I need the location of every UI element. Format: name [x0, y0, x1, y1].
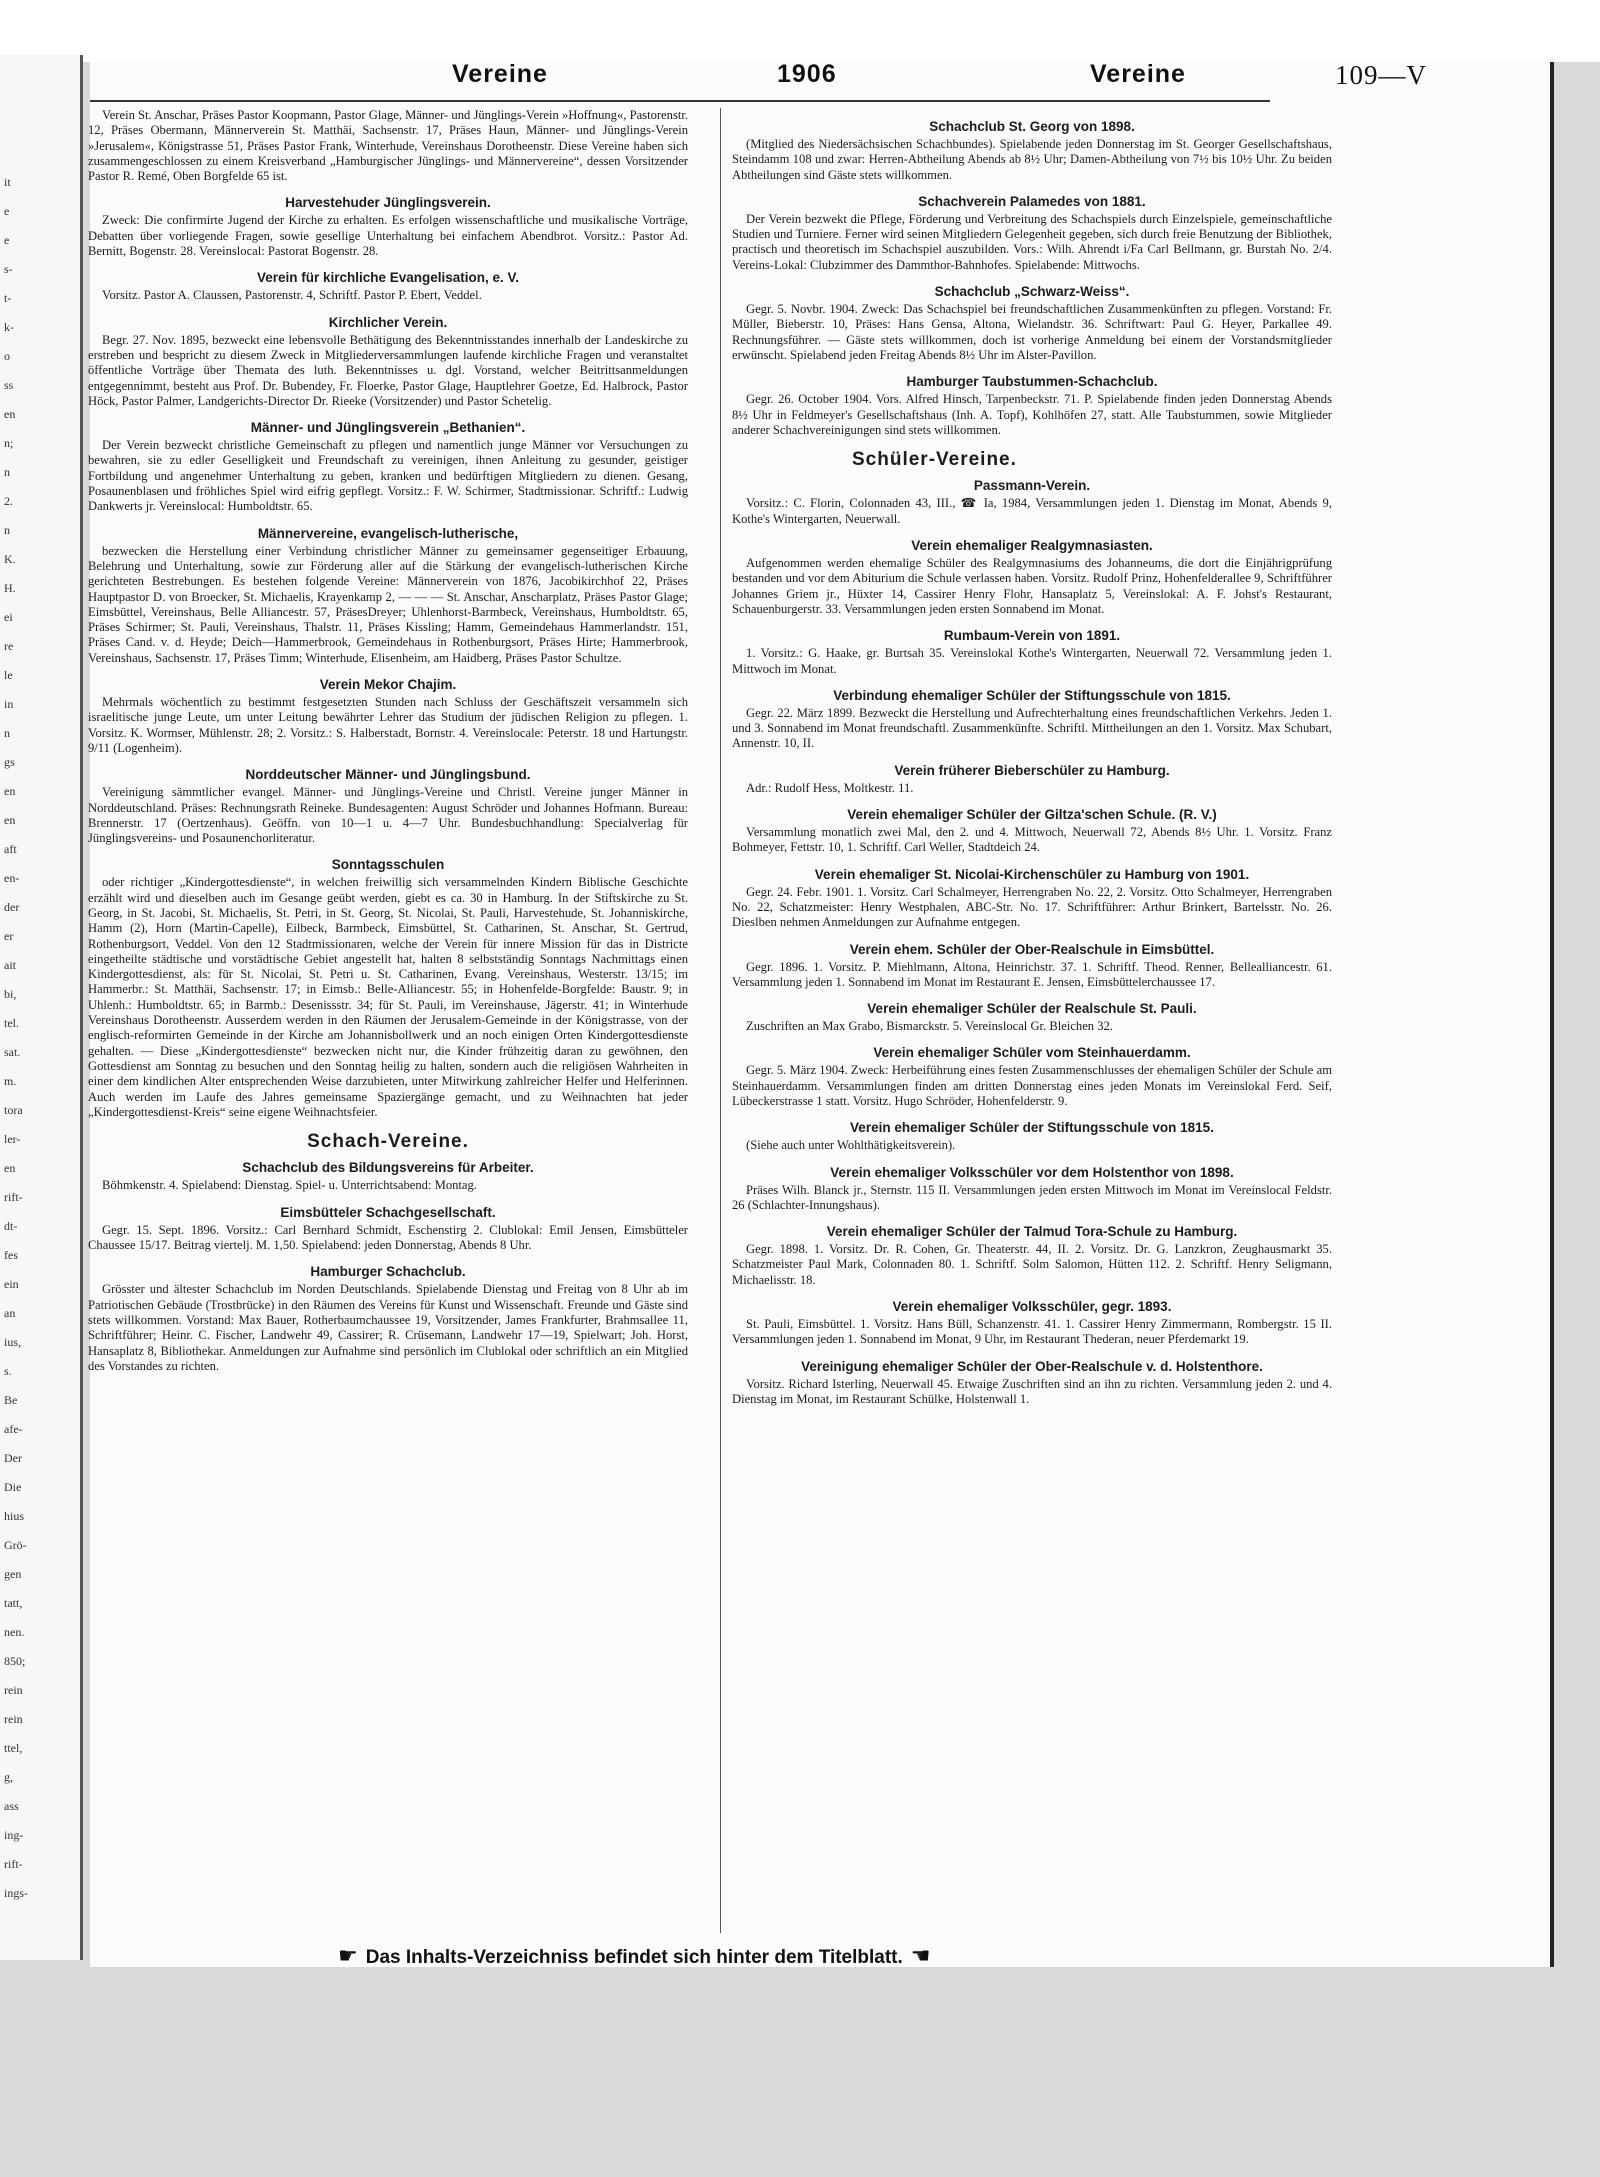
entry-text: Zweck: Die confirmirte Jugend der Kirche zu erhalten. Es erfolgen wissenschaftliche und musikalische Vorträge, Debatten über vorliegende Fragen, sowie gesellige Unterhaltung bei einfachem Abendbrot. Vorsitz.: Pastor Ad. Bernitt, Bogenstr. 28. Vereinslocal: Pastorat Bogenstr. 28. [88, 213, 688, 259]
entry-text: Vereinigung sämmtlicher evangel. Männer- und Jünglings-Vereine und Christl. Vereine junger Männer in Norddeutschland. Präses: Rechnungsrath Reineke. Bundesagenten: August Schröder und Johannes Hofmann. Bureau: Brennerstr. 17 (Oertzenhaus). Geöffn. von 10—1 u. 4—7 Uhr. Bundesbuchhandlung: Specialverlag für Jünglingsvereins- und Posaunenchorliteratur. [88, 785, 688, 846]
scan-top-margin [0, 0, 1600, 62]
entry-heading: Schachclub St. Georg von 1898. [929, 119, 1135, 134]
entry-text: Zuschriften an Max Grabo, Bismarckstr. 5. Vereinslocal Gr. Bleichen 32. [746, 1019, 1113, 1034]
entry-block [732, 1298, 1332, 1348]
entry-text: Gegr. 5. Novbr. 1904. Zweck: Das Schachspiel bei freundschaftlichen Zusammenkünften zu pflegen. Vorstand: Fr. Müller, Bieberstr. 10, Präses: Hans Gensa, Altona, Wielandstr. 36. Schriftwart: Paul G. Heyer, Parkallee 49. Rechnungsführer. — Gäste stets willkommen, doch ist vorherige Anmeldung bei einem der Vorstandsmitglieder erwünscht. Spielabend jeden Freitag Abends 8½ Uhr im Alster-Pavillon. [732, 302, 1332, 362]
entry-heading: Männer- und Jünglingsverein „Bethanien“. [250, 420, 526, 436]
page-number: 109—V [1335, 60, 1427, 90]
margin-fragment: tora [4, 1103, 23, 1117]
entry-heading: Männervereine, evangelisch-lutherische, [257, 525, 519, 541]
entry-text: (Siehe auch unter Wohlthätigkeitsverein). [746, 1138, 956, 1153]
entry-text: Gegr. 5. März 1904. Zweck: Herbeiführung eines festen Zusammenschlusses der ehemaligen Schüler der Schule am Steinhauerdamm. Versammlungen finden am dritten Donnerstag eines jeden Monats im Vereinslokal Ferd. Seif, Lübeckerstrasse 1 statt. Vorsitz. Hugo Schröder, Hohenfelderstr. 9. [732, 1063, 1332, 1108]
running-header-right: Vereine [1090, 60, 1186, 88]
running-header-left: Vereine [452, 60, 548, 88]
margin-fragment: rift- [4, 1857, 23, 1871]
running-header-year: 1906 [777, 60, 837, 88]
facing-page-edge [0, 55, 83, 1960]
entry-block [732, 477, 1332, 527]
margin-fragment: o [4, 349, 10, 363]
entry-heading: Eimsbütteler Schachgesellschaft. [280, 1204, 496, 1220]
entry-heading: Verein ehemaliger Realgymnasiasten. [911, 538, 1153, 554]
entry-text: Aufgenommen werden ehemalige Schüler des Realgymnasiums des Johanneums, die dort die Einjährigprüfung bestanden und vor dem Abiturium die Schule verlassen haben. Vorsitz. Rudolf Prinz, Hohenfelderallee 9, Schriftführer Johannes Griem jr., Hüxter 14, Cassirer Henry Flohr, Hansaplatz 5, Vereinslokal: A. F. Johst's Restaurant, Schauenburgerstr. 33. Versammlungen jeden ersten Sonnabend im Monat. [732, 556, 1332, 616]
entry-block [88, 419, 688, 514]
margin-fragment: 2. [4, 494, 13, 508]
margin-fragment: ius, [4, 1335, 22, 1349]
entry-text: Der Verein bezweckt christliche Gemeinschaft zu pflegen und namentlich junge Männer vor Versuchungen zu bewahren, sie zu edler Geselligkeit und Freundschaft zu vereinigen, ihnen Anleitung zu gesunder, geistiger Fortbildung und angenehmer Unterhaltung zu geben, kranken und bedürftigen Mitgliedern zu dienen. Gesang, Posaunenblasen und fröhliches Spiel wird eifrig gepflegt. Vorsitz.: F. W. Schirmer, Stadtmissionar. Schriftf.: Ludwig Dankwerts jr. Vereinslocal: Humboldtstr. 65. [88, 438, 688, 514]
entry-heading: Verein ehemaliger Schüler vom Steinhauerdamm. [873, 1045, 1191, 1061]
margin-fragment: t- [4, 291, 12, 305]
margin-fragment: tatt, [4, 1596, 23, 1610]
margin-fragment: s. [4, 1364, 12, 1378]
entry-block [88, 1263, 688, 1374]
entry-heading: Vereinigung ehemaliger Schüler der Ober-Realschule v. d. Holstenthore. [801, 1358, 1263, 1374]
entry-heading: Hamburger Taubstummen-Schachclub. [906, 374, 1158, 390]
entry-heading: Verein ehemaliger Schüler der Giltza'schen Schule. (R. V.) [847, 807, 1217, 823]
entry-text: bezwecken die Herstellung einer Verbindung christlicher Männer zu gemeinsamer gegenseitiger Erbauung, Belehrung und Unterhaltung, sowie zur Förderung aller auf die Stärkung der evangelisch-lutherischen Kirche gerichteten Bestrebungen. Es bestehen folgende Vereine: Männerverein von 1876, Jacobikirchhof 22, Präses Hauptpastor D. von Broecker, St. Michaelis, Krayenkamp 2, — — — St. Anschar, Anscharplatz, Präses Pastor Glage; Eimsbüttel, Vereinshaus, Belle Alliancestr. 57, PräsesDreyer; Uhlenhorst-Barmbeck, Vereinshaus, Humboldtstr. 65, Präses Schirmer; St. Pauli, Vereinshaus, Thalstr. 11, Präses Kissling; Hamm, Gemeindehaus Hammerlandstr. 151, Präses Cand. v. d. Heyde; Deich—Hammerbrook, Gemeindehaus in Rothenburgsort, Präses Hirte; Hammerbrook, Vereinshaus, Sachsenstr. 17, Präses Timm; Winterhude, Elisenheim, am Haidberg, Präses Pastor Schultze. [88, 543, 688, 665]
entry-text: oder richtiger „Kindergottesdienste“, in welchen freiwillig sich versammelnden Kindern Biblische Geschichte erzählt wird und dieselben auch im Gesange geübt werden, giebt es ca. 30 in Hamburg. In der Stiftskirche zu St. Georg, in St. Jacobi, St. Michaelis, St. Petri, in St. Georg, St. Nicolai, St. Pauli, Harvestehude, St. Johanniskirche, Hamm (2), Horn (Martin-Capelle), Eilbeck, Barmbeck, Eimsbüttel, St. Catharinen, St. Anschar, St. Gertrud, Rothenburgsort, Veddel. Von den 12 Stadtmissionaren, welche der Verein für innere Mission für das in Districte eingetheilte städtische und vorstädtische Gebiet angestellt hat, halten 8 selbstständig Sonntags Nachmittags einen Kindergottesdienst, als: für St. Nicolai, St. Petri u. St. Catharinen, Evang. Vereinshaus, Westerstr. 13/15; im Hammerbr.: St. Matthäi, Sachsenstr. 17; in Eimsb.: Belle-Alliancestr. 55; in Hohenfelde-Borgfelde: Baustr. 9; in Uhlenh.: Humboldtstr. 65; in Barmb.: Desenissstr. 34; für St. Pauli, im Vereinshause, Jägerstr. 41; in Winterhude Vereinshaus Dorotheenstr. Ausserdem werden in den Räumen der Jerusalem-Gemeinde in der Königstrasse, von der englisch-reformirten Gemeinde in der Kirche am Johannisbollwerk und an noch einigen Orten Kindergottesdienste gehalten. — Diese „Kindergottesdienste“ bezwecken nicht nur, die Kinder frühzeitig daran zu gewöhnen, den Gottesdienst am Sonntag zu besuchen und den Sonntag heilig zu halten, sondern auch die religiösen Wahrheiten in einer dem kindlichen Alter entsprechenden Weise darzubieten, unter Mitwirkung zahlreicher Helfer und Helferinnen. Auch werden im Laufe des Jahres gemeinsame Spaziergänge gemacht, und zu Weihnachten hat jeder „Kindergottesdienst-Kreis“ seine eigene Weihnachtsfeier. [88, 875, 688, 1119]
margin-fragment: ait [4, 958, 16, 972]
margin-fragment: ings- [4, 1886, 28, 1900]
margin-fragment: en [4, 784, 16, 798]
margin-fragment: re [4, 639, 14, 653]
right-column [732, 108, 1332, 1407]
margin-fragment: rein [4, 1683, 23, 1697]
margin-fragment: in [4, 697, 14, 711]
entry-heading: Verein Mekor Chajim. [319, 677, 457, 693]
footer-note-text: Das Inhalts-Verzeichniss befindet sich hinter dem Titelblatt. [365, 1947, 903, 1968]
entry-heading: Sonntagsschulen [331, 857, 445, 873]
entry-block [732, 1164, 1332, 1214]
entry-heading: Schachverein Palamedes von 1881. [918, 193, 1146, 209]
entry-block [732, 1358, 1332, 1408]
entry-heading: Hamburger Schachclub. [310, 1264, 466, 1280]
entry-block [732, 537, 1332, 617]
entry-heading: Harvestehuder Jünglingsverein. [285, 195, 491, 211]
pointing-hand-left-icon: ☚ [910, 1943, 931, 1968]
entry-heading: Rumbaum-Verein von 1891. [943, 628, 1121, 644]
margin-fragment: en [4, 813, 16, 827]
entry-block [732, 941, 1332, 991]
entry-block [732, 762, 1332, 796]
entry-heading: Norddeutscher Männer- und Jünglingsbund. [245, 767, 531, 783]
margin-fragment: m. [4, 1074, 17, 1088]
margin-fragment: an [4, 1306, 16, 1320]
margin-fragment: er [4, 929, 14, 943]
margin-fragment: ss [4, 378, 14, 392]
entry-heading: Verein ehemaliger Schüler der Talmud Tora-Schule zu Hamburg. [826, 1224, 1238, 1240]
margin-fragment: it [4, 175, 11, 189]
entry-text: St. Pauli, Eimsbüttel. 1. Vorsitz. Hans Büll, Schanzenstr. 41. 1. Cassirer Henry Zimmermann, Rombergstr. 15 II. Versammlungen jeden 1. Sonnabend im Monat, 9 Uhr, im Restaurant Thederan, neuer Pferdemarkt 19. [732, 1317, 1332, 1347]
margin-fragment: nen. [4, 1625, 25, 1639]
section-heading: Schüler-Vereine. [852, 449, 1017, 471]
entry-text: Vorsitz. Richard Isterling, Neuerwall 45. Etwaige Zuschriften sind an ihn zu richten. Versammlung jeden 2. und 4. Dienstag im Monat, im Restaurant Schülke, Holstenwall 1. [732, 1376, 1332, 1406]
margin-fragment: en [4, 1161, 16, 1175]
entry-heading: Verein ehemaliger Volksschüler, gegr. 1893. [892, 1299, 1172, 1315]
left-column [88, 108, 688, 1374]
entry-heading: Verein ehemaliger Schüler der Stiftungsschule von 1815. [850, 1120, 1214, 1136]
entry-block [732, 866, 1332, 931]
entry-block [88, 194, 688, 259]
entry-block [732, 1119, 1332, 1153]
entry-block [732, 283, 1332, 363]
entry-block [88, 856, 688, 1120]
entry-text: (Mitglied des Niedersächsischen Schachbundes). Spielabende jeden Donnerstag im St. Georger Gesellschaftshaus, Steindamm 108 und zwar: Herren-Abtheilung Abends ab 8½ Uhr; Damen-Abtheilung von 7½ bis 10½ Uhr. Zu beiden Abtheilungen sind Gäste stets willkommen. [732, 137, 1332, 182]
entry-block [732, 627, 1332, 677]
entry-text: Gegr. 1898. 1. Vorsitz. Dr. R. Cohen, Gr. Theaterstr. 44, II. 2. Vorsitz. Dr. G. Lanzkron, Zeughausmarkt 35. Schatzmeister Paul Mark, Colonnaden 80. 1. Schriftf. Solm Salomon, Hütten 112. 2. Schriftf. Henry Seligmann, Michaelisstr. 18. [732, 1242, 1332, 1287]
entry-text: Gegr. 15. Sept. 1896. Vorsitz.: Carl Bernhard Schmidt, Eschenstirg 2. Clublokal: Emil Jensen, Eimsbütteler Chaussee 15/17. Beitrag viertelj. M. 1,50. Spielabend: jeden Donnerstag, Abends 8 Uhr. [88, 1222, 688, 1253]
entry-block [732, 1000, 1332, 1034]
margin-fragment: g, [4, 1770, 13, 1784]
entry-block [732, 1223, 1332, 1288]
margin-fragment: H. [4, 581, 16, 595]
margin-fragment: gs [4, 755, 15, 769]
entry-block [88, 1204, 688, 1254]
margin-fragment: le [4, 668, 13, 682]
entry-text: Grösster und ältester Schachclub im Norden Deutschlands. Spielabende Dienstag und Freitag von 8 Uhr ab im Patriotischen Gebäude (Trostbrücke) in den Räumen des Vereins für Kunst und Wissenschaft. Freunde und Gäste sind stets willkommen. Vorstand: Max Bauer, Rotherbaumchaussee 19, Vorsitzender, James Frankfurter, Brahmsallee 11, Schriftführer; Heinr. C. Fischer, Landwehr 49, Cassirer; R. Crüsemann, Landwehr 17—19, Spielwart; Joh. Horst, Hansaplatz 8, Bibliothekar. Anmeldungen zur Aufnahme sind persönlich im Clublokal oder schriftlich an ein Mitglied des Vorstandes zu richten. [88, 1282, 688, 1373]
margin-fragment: 850; [4, 1654, 26, 1668]
entry-text: Der Verein bezwekt die Pflege, Förderung und Verbreitung des Schachspiels durch Einzelspiele, gemeinschaftliche Studien und Turniere. Ferner wird seinen Mitgliedern Gelegenheit gegeben, sich durch freie Benutzung der Bibliothek, practisch und theoretisch im Schachspiel auszubilden. Vors.: Wilh. Ahrendt i/Fa Carl Bellmann, gr. Burstah No. 2/4. Vereins-Lokal: Clubzimmer des Dammthor-Bahnhofes. Spielabende: Mittwochs. [732, 211, 1332, 272]
margin-fragment: en [4, 407, 16, 421]
margin-fragment: afe- [4, 1422, 23, 1436]
margin-fragment: e [4, 204, 10, 218]
entry-block [732, 687, 1332, 752]
entry-block [88, 676, 688, 756]
margin-fragment: ttel, [4, 1741, 23, 1755]
entry-text: Böhmkenstr. 4. Spielabend: Dienstag. Spiel- u. Unterrichtsabend: Montag. [102, 1178, 477, 1193]
margin-fragment: e [4, 233, 10, 247]
entry-text: 1. Vorsitz.: G. Haake, gr. Burtsah 35. Vereinslokal Kothe's Wintergarten, Neuerwall 72. Versammlung jeden 1. Mittwoch im Monat. [732, 646, 1332, 676]
margin-fragment: Grö- [4, 1538, 27, 1552]
margin-fragment: Der [4, 1451, 22, 1465]
margin-fragment: fes [4, 1248, 18, 1262]
entry-block [732, 373, 1332, 438]
entry-text: Adr.: Rudolf Hess, Moltkestr. 11. [746, 780, 914, 795]
entry-text: Gegr. 24. Febr. 1901. 1. Vorsitz. Carl Schalmeyer, Herrengraben No. 22, 2. Vorsitz. Otto Schalmeyer, Herrengraben No. 22, Schatzmeister: Henry Westphalen, ABC-Str. No. 17. Schriftführer: Arthur Brinkert, Bartelsstr. No. 26. Dieslben nehmen Anmeldungen zur Aufnahme entgegen. [732, 884, 1332, 930]
pointing-hand-right-icon: ☛ [338, 1943, 358, 1968]
margin-fragment: n [4, 523, 10, 537]
margin-fragment: Be [4, 1393, 18, 1407]
margin-fragment: gen [4, 1567, 22, 1581]
entry-text: Versammlung monatlich zwei Mal, den 2. und 4. Mittwoch, Neuerwall 72, Abends 8½ Uhr. 1. Vorsitz. Franz Bohmeyer, Fettstr. 10, 1. Schriftf. Carl Weller, Stadtdeich 24. [732, 825, 1332, 855]
margin-fragment: n; [4, 436, 14, 450]
entry-heading: Verein ehemaliger Schüler der Realschule St. Pauli. [867, 1001, 1197, 1017]
margin-fragment: n [4, 726, 10, 740]
entry-heading: Verein früherer Bieberschüler zu Hamburg. [894, 762, 1170, 778]
entry-block [88, 269, 688, 303]
entry-block [88, 766, 688, 846]
entry-text: Gegr. 26. October 1904. Vors. Alfred Hinsch, Tarpenbeckstr. 71. P. Spielabende finden jeden Donnerstag Abends 8½ Uhr in Feldmeyer's Gesellschaftshaus (Inh. A. Topf), Kohlhöfen 27, statt. Alle Taubstummen, sowie Mitglieder anderer Schachvereinigungen sind stets willkommen. [732, 392, 1332, 437]
entry-block [732, 193, 1332, 273]
entry-text: Vorsitz.: C. Florin, Colonnaden 43, III., ☎ Ia, 1984, Versammlungen jeden 1. Dienstag im Monat, Abends 9, Kothe's Wintergarten, Neuerwall. [732, 496, 1332, 526]
entry-text: Begr. 27. Nov. 1895, bezweckt eine lebensvolle Bethätigung des Bekenntnisstandes innerhalb der Landeskirche zu erstreben und bespricht zu diesem Zweck in Mitgliederversammlungen laufende kirchliche Fragen und veranstaltet öffentliche Vorträge über Themata des luth. Bekenntnisses u. dgl. Vorstand, welcher Beitrittsanmeldungen entgegennimmt, besteht aus Prof. Dr. Bubendey, Fr. Floerke, Pastor Glage, Hauptlehrer Goetze, Ed. Halbrock, Pastor Höck, Pastor Palmer, Landgerichts-Director Dr. Rieeke (Vorsitzender) und Pastor Schetelig. [88, 332, 688, 408]
margin-fragment: hius [4, 1509, 25, 1523]
margin-fragment: tel. [4, 1016, 19, 1030]
entry-heading: Verein für kirchliche Evangelisation, e. V. [256, 270, 520, 286]
margin-fragment: ass [4, 1799, 19, 1813]
margin-fragment: aft [4, 842, 17, 856]
margin-fragment: en- [4, 871, 20, 885]
entry-heading: Kirchlicher Verein. [328, 314, 448, 330]
entry-block [732, 118, 1332, 183]
margin-fragment: Die [4, 1480, 22, 1494]
entry-heading: Schachclub „Schwarz-Weiss“. [934, 284, 1130, 300]
entry-text: Gegr. 1896. 1. Vorsitz. P. Miehlmann, Altona, Heinrichstr. 37. 1. Schriftf. Theod. Renner, Bellealliancestr. 61. Versammlung jeden 1. Sonnabend im Monat im Restaurant E. Jensen, Eimsbüttelerchaussee 17. [732, 959, 1332, 989]
margin-fragment: bi, [4, 987, 17, 1001]
margin-fragment: sat. [4, 1045, 21, 1059]
section-heading: Schach-Vereine. [307, 1131, 469, 1153]
entry-block [88, 108, 688, 184]
entry-text: Präses Wilh. Blanck jr., Sternstr. 115 II. Versammlungen jeden ersten Mittwoch im Monat im Vereinslocal Feldstr. 26 (Schlachter-Innungshaus). [732, 1182, 1332, 1212]
margin-fragment: ing- [4, 1828, 24, 1842]
margin-fragment: s- [4, 262, 13, 276]
entry-block [732, 1044, 1332, 1109]
margin-fragment: dt- [4, 1219, 18, 1233]
margin-fragment: ler- [4, 1132, 21, 1146]
entry-block [88, 314, 688, 409]
footer-note [330, 1943, 939, 1969]
entry-heading: Schachclub des Bildungsvereins für Arbeiter. [242, 1160, 534, 1176]
margin-fragment: n [4, 465, 10, 479]
margin-fragment: der [4, 900, 20, 914]
entry-block [88, 1159, 688, 1193]
header-rule [90, 100, 1270, 102]
margin-fragment: ein [4, 1277, 19, 1291]
entry-block [732, 806, 1332, 856]
entry-text: Gegr. 22. März 1899. Bezweckt die Herstellung und Aufrechterhaltung eines freundschaftlichen Verkehrs. Jeden 1. und 3. Sonnabend im Monat freundschaftl. Zusammenkünfte. Schriftl. Mittheilungen an den 1. Vorsitz. Max Schubart, Annenstr. 10, II. [732, 705, 1332, 751]
margin-fragment: rein [4, 1712, 23, 1726]
margin-fragment: K. [4, 552, 16, 566]
entry-heading: Verein ehemaliger Volksschüler vor dem Holstenthor von 1898. [830, 1164, 1234, 1180]
entry-text: Vorsitz. Pastor A. Claussen, Pastorenstr. 4, Schriftf. Pastor P. Ebert, Veddel. [102, 288, 482, 303]
margin-fragment: rift- [4, 1190, 23, 1204]
entry-text: Verein St. Anschar, Präses Pastor Koopmann, Pastor Glage, Männer- und Jünglings-Verein »Hoffnung«, Pastorenstr. 12, Präses Obermann, Männerverein St. Matthäi, Sachsenstr. 17, Präses Haun, Männer- und Jünglings-Verein »Jerusalem«, Königstrasse 51, Präses Pastor Frank, Winterhude, Vereinshaus Dorotheenstr. Diese Vereine haben sich zusammengeschlossen zu einem Kreisverband „Hamburgischer Jünglings- und Männervereine“, dessen Vorsitzender Pastor R. Remé, Oben Borgfelde 65 ist. [88, 108, 688, 184]
entry-text: Mehrmals wöchentlich zu bestimmt festgesetzten Stunden nach Schluss der Geschäftszeit versammeln sich israelitische junge Leute, um unter Leitung bewährter Lehrer das Studium der jüdischen Religion zu pflegen. 1. Vorsitz. K. Wormser, Mühlenstr. 28; 2. Vorsitz.: S. Halberstadt, Bornstr. 4. Vereinslocale: Peterstr. 18 und Hartungstr. 9/11 (Logenheim). [88, 695, 688, 755]
column-divider [720, 108, 721, 1933]
entry-heading: Passmann-Verein. [973, 478, 1091, 494]
margin-fragment: ei [4, 610, 13, 624]
entry-heading: Verbindung ehemaliger Schüler der Stiftungsschule von 1815. [833, 687, 1231, 703]
entry-block [88, 525, 688, 666]
entry-heading: Verein ehem. Schüler der Ober-Realschule in Eimsbüttel. [849, 941, 1215, 957]
margin-fragment: k- [4, 320, 14, 334]
entry-heading: Verein ehemaliger St. Nicolai-Kirchenschüler zu Hamburg von 1901. [814, 866, 1250, 882]
